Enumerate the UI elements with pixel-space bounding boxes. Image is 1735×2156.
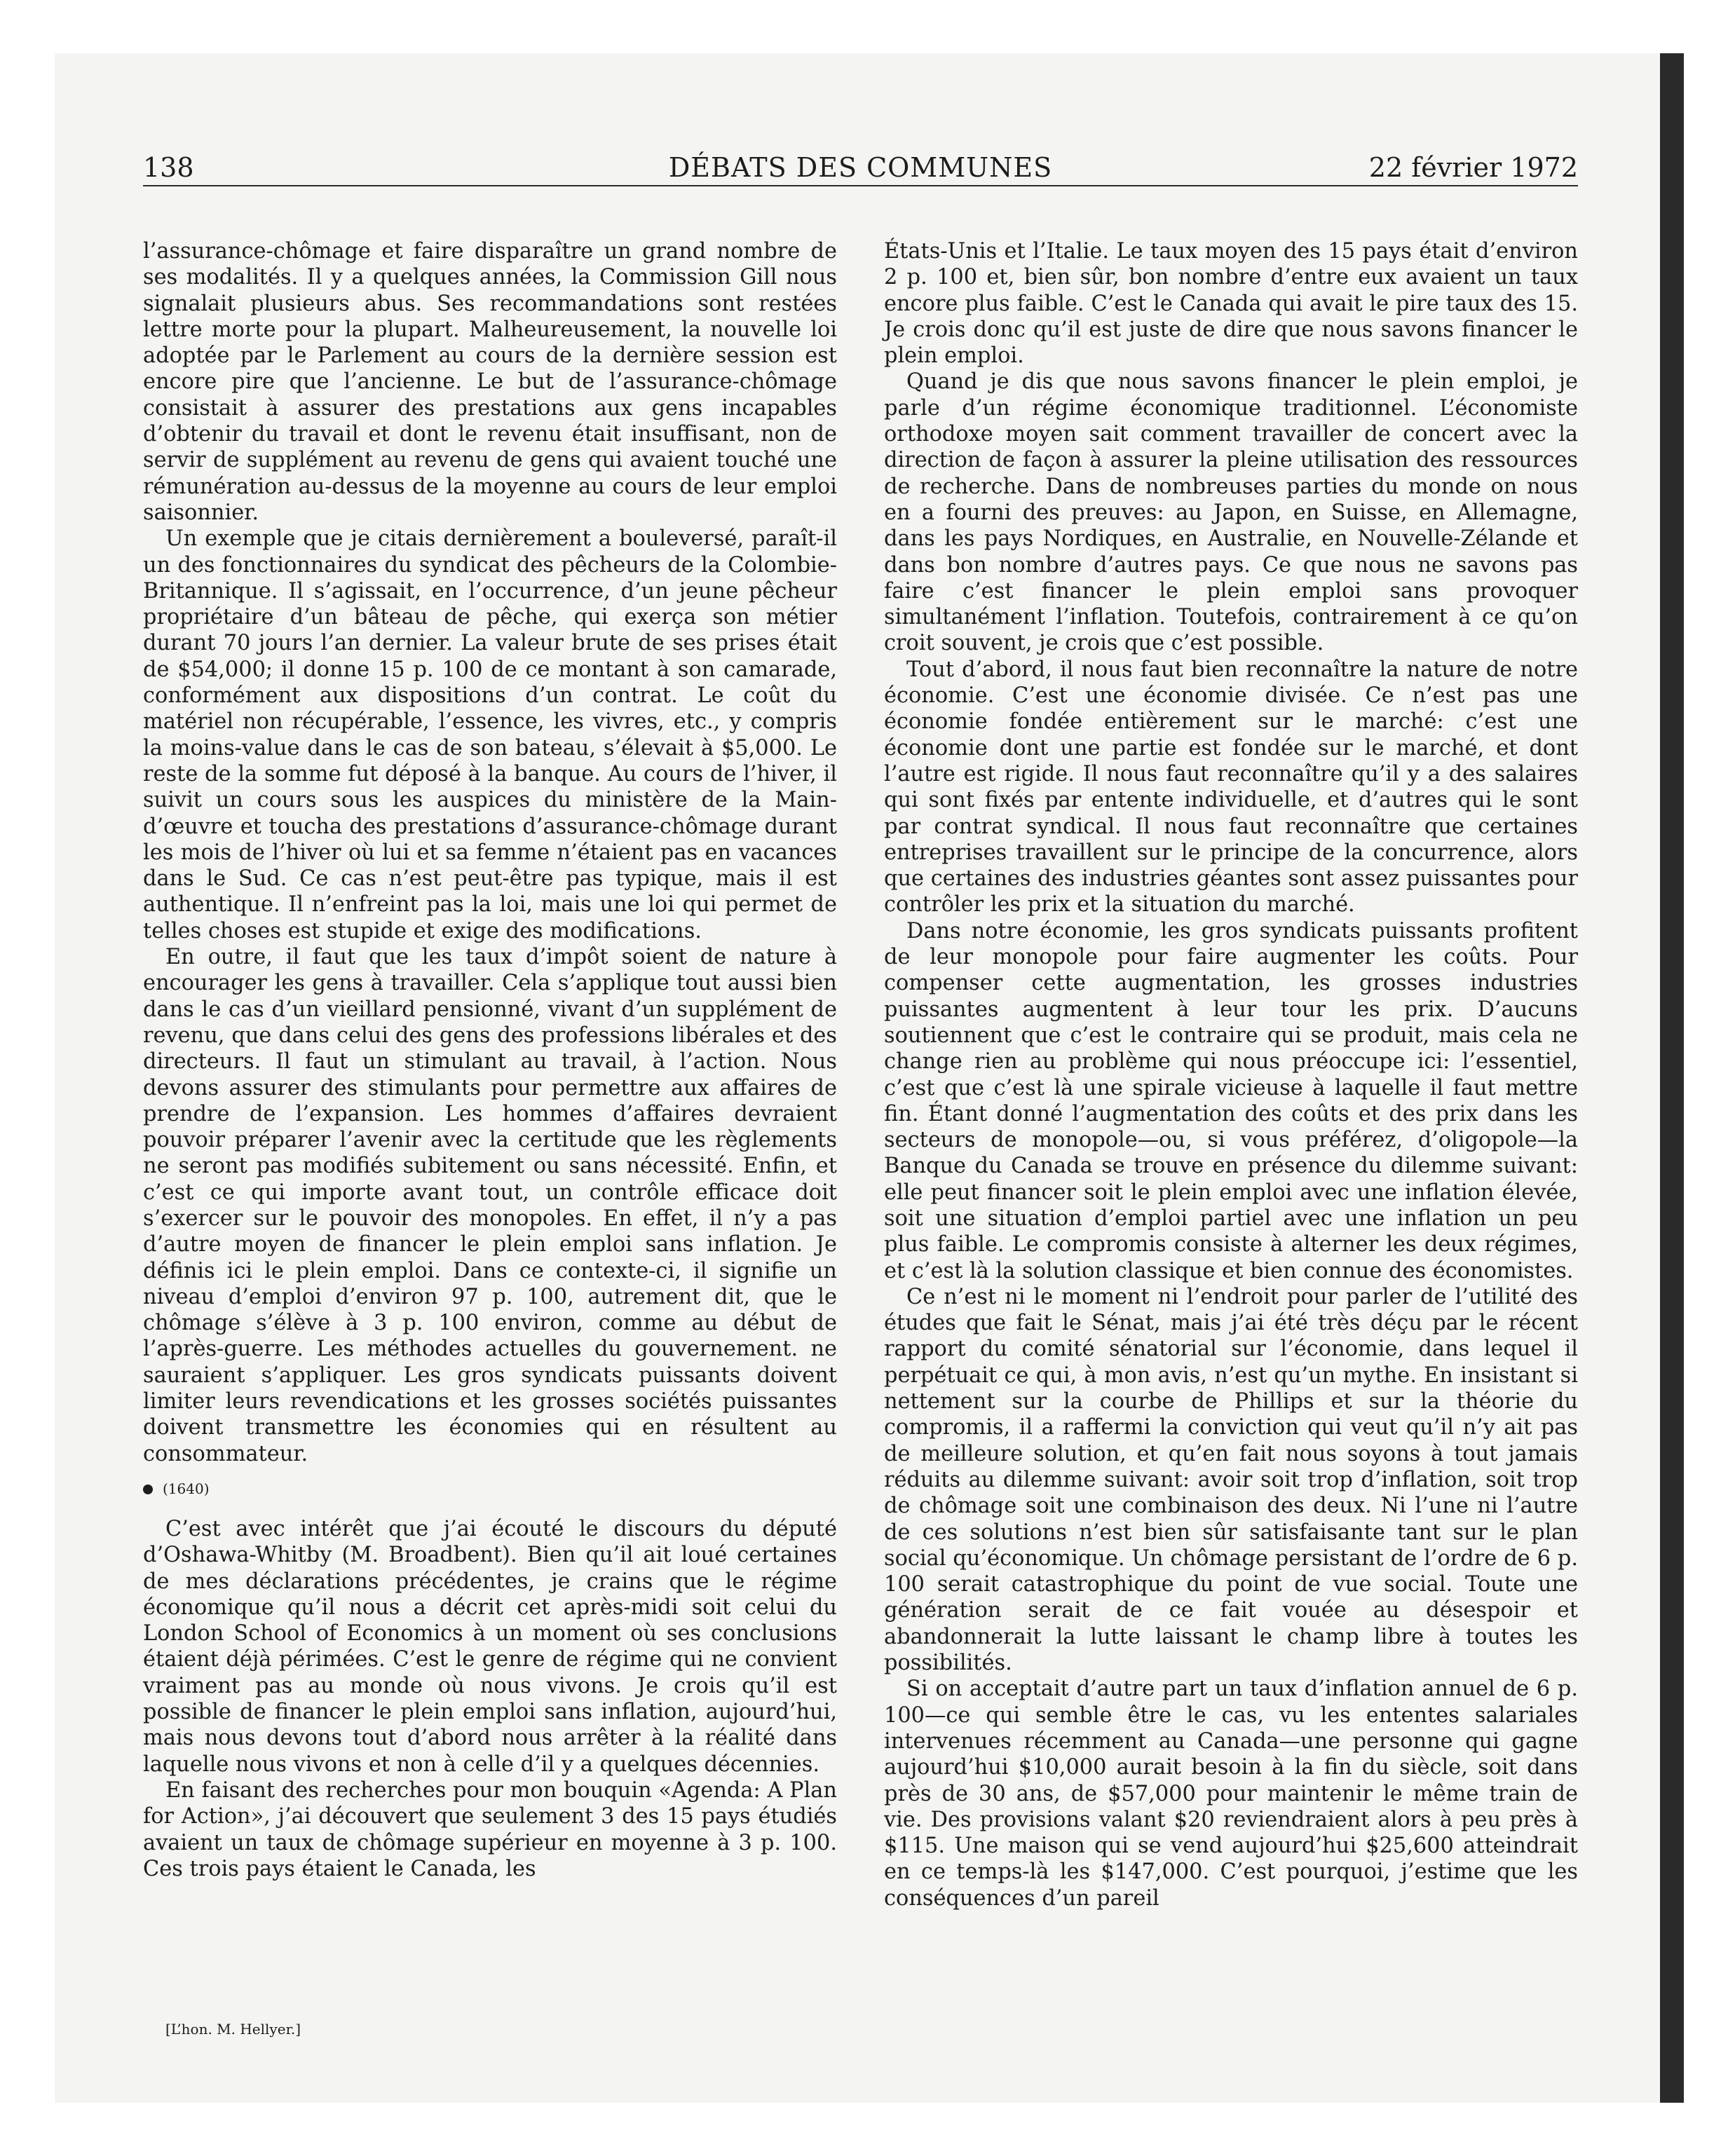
- publication-title: DÉBATS DES COMMUNES: [668, 152, 1053, 183]
- paragraph: Quand je dis que nous savons financer le plein emploi, je parle d’un régime économique traditionnel. L’économiste orthodoxe moyen sait comment travailler de concert avec la direction de façon à assurer la pleine utilisation des ressources de recherche. Dans de nombreuses parties du monde on nous en a fourni des preuves: au Japon, en Suisse, en Allemagne, dans les pays Nordiques, en Australie, en Nouvelle-Zélande et dans bon nombre d’autres pays. Ce que nous ne savons pas faire c’est financer le plein emploi sans provoquer simultanément l’inflation. Toutefois, contrairement à ce qu’on croit souvent, je crois que c’est possible.: [884, 369, 1578, 656]
- right-column: [884, 238, 1578, 1911]
- left-column: [143, 238, 837, 1882]
- paragraph: En outre, il faut que les taux d’impôt soient de nature à encourager les gens à travailler. Cela s’applique tout aussi bien dans le cas d’un vieillard pensionné, vivant d’un supplément de revenu, que dans celui des gens des professions libérales et des directeurs. Il faut un stimulant au travail, à l’action. Nous devons assurer des stimulants pour permettre aux affaires de prendre de l’expansion. Les hommes d’affaires devraient pouvoir préparer l’avenir avec la certitude que les règlements ne seront pas modifiés subitement ou sans nécessité. Enfin, et c’est ce qui importe avant tout, un contrôle efficace doit s’exercer sur le pouvoir des monopoles. En effet, il n’y a pas d’autre moyen de financer le plein emploi sans inflation. Je définis ici le plein emploi. Dans ce contexte-ci, il signifie un niveau d’emploi d’environ 97 p. 100, autrement dit, que le chômage s’élève à 3 p. 100 environ, comme au début de l’après-guerre. Les méthodes actuelles du gouvernement. ne sauraient s’appliquer. Les gros syndicats puissants doivent limiter leurs revendications et les grosses sociétés puissantes doivent transmettre les économies qui en résultent au consommateur.: [143, 945, 837, 1466]
- speaker-attribution: [L’hon. M. Hellyer.]: [165, 2021, 301, 2038]
- page-number: 138: [143, 152, 194, 183]
- time-marker-label: (1640): [163, 1480, 210, 1497]
- issue-date: 22 février 1972: [1368, 152, 1578, 183]
- paragraph: Dans notre économie, les gros syndicats puissants profitent de leur monopole pour faire augmenter les coûts. Pour compenser cette augmentation, les grosses industries puissantes augmentent à leur tour les prix. D’aucuns soutiennent que c’est le contraire qui se produit, mais cela ne change rien au problème qui nous préoccupe ici: l’essentiel, c’est que c’est là une spirale vicieuse à laquelle il faut mettre fin. Étant donné l’augmentation des coûts et des prix dans les secteurs de monopole—ou, si vous préférez, d’oligopole—la Banque du Canada se trouve en présence du dilemme suivant: elle peut financer soit le plein emploi avec une inflation élevée, soit une situation d’emploi partiel avec une inflation un peu plus faible. Le compromis consiste à alterner les deux régimes, et c’est là la solution classique et bien connue des économistes.: [884, 918, 1578, 1283]
- paragraph: Tout d’abord, il nous faut bien reconnaître la nature de notre économie. C’est une économie divisée. Ce n’est pas une économie fondée entièrement sur le marché: c’est une économie dont une partie est fondée sur le marché, et dont l’autre est rigide. Il nous faut reconnaître qu’il y a des salaires qui sont fixés par entente individuelle, et d’autres qui le sont par contrat syndical. Il nous faut reconnaître que certaines entreprises travaillent sur le principe de la concurrence, alors que certaines des industries géantes sont assez puissantes pour contrôler les prix et la situation du marché.: [884, 657, 1578, 917]
- paragraph: C’est avec intérêt que j’ai écouté le discours du député d’Oshawa-Whitby (M. Broadbent). Bien qu’il ait loué certaines de mes déclarations précédentes, je crains que le régime économique qu’il nous a décrit cet après-midi soit celui du London School of Economics à un moment où ses conclusions étaient déjà périmées. C’est le genre de régime qui ne convient vraiment pas au monde où nous vivons. Je crois qu’il est possible de financer le plein emploi sans inflation, aujourd’hui, mais nous devons tout d’abord nous arrêter à la réalité dans laquelle nous vivons et non à celle d’il y a quelques décennies.: [143, 1516, 837, 1777]
- bullet-icon: [143, 1485, 153, 1494]
- time-marker: [143, 1477, 837, 1501]
- paragraph: Ce n’est ni le moment ni l’endroit pour parler de l’utilité des études que fait le Sénat, mais j’ai été très déçu par le récent rapport du comité sénatorial sur l’économie, dans lequel il perpétuait ce qui, à mon avis, n’est qu’un mythe. En insistant si nettement sur la courbe de Phillips et sur la théorie du compromis, il a raffermi la conviction qui veut qu’il n’y ait pas de meilleure solution, et qu’en fait nous soyons à tout jamais réduits au dilemme suivant: avoir soit trop d’inflation, soit trop de chômage soit une combinaison des deux. Ni l’une ni l’autre de ces solutions n’est bien sûr satisfaisante tant sur le plan social qu’économique. Un chômage persistant de l’ordre de 6 p. 100 serait catastrophique du point de vue social. Toute une génération serait de ce fait vouée au désespoir et abandonnerait la lutte laissant le champ libre à toutes les possibilités.: [884, 1284, 1578, 1676]
- paragraph: Si on acceptait d’autre part un taux d’inflation annuel de 6 p. 100—ce qui semble être le cas, vu les ententes salariales intervenues récemment au Canada—une personne qui gagne aujourd’hui $10,000 aurait besoin à la fin du siècle, soit dans près de 30 ans, de $57,000 pour maintenir le même train de vie. Des provisions valant $20 reviendraient alors à peu près à $115. Une maison qui se vend aujourd’hui $25,600 atteindrait en ce temps-là les $147,000. C’est pourquoi, j’estime que les conséquences d’un pareil: [884, 1677, 1578, 1911]
- page-header: [143, 149, 1578, 186]
- scan-edge-shadow: [1660, 53, 1684, 2103]
- paragraph: Un exemple que je citais dernièrement a bouleversé, paraît-il un des fonctionnaires du syndicat des pêcheurs de la Colombie-Britannique. Il s’agissait, en l’occurrence, d’un jeune pêcheur propriétaire d’un bâteau de pêche, qui exerça son métier durant 70 jours l’an dernier. La valeur brute de ses prises était de $54,000; il donne 15 p. 100 de ce montant à son camarade, conformément aux dispositions d’un contrat. Le coût du matériel non récupérable, l’essence, les vivres, etc., y compris la moins-value dans le cas de son bateau, s’élevait à $5,000. Le reste de la somme fut déposé à la banque. Au cours de l’hiver, il suivit un cours sous les auspices du ministère de la Main-d’œuvre et toucha des prestations d’assurance-chômage durant les mois de l’hiver où lui et sa femme n’étaient pas en vacances dans le Sud. Ce cas n’est peut-être pas typique, mais il est authentique. Il n’enfreint pas la loi, mais une loi qui permet de telles choses est stupide et exige des modifications.: [143, 526, 837, 943]
- paragraph: En faisant des recherches pour mon bouquin «Agenda: A Plan for Action», j’ai découvert que seulement 3 des 15 pays étudiés avaient un taux de chômage supérieur en moyenne à 3 p. 100. Ces trois pays étaient le Canada, les: [143, 1778, 837, 1881]
- paragraph: États-Unis et l’Italie. Le taux moyen des 15 pays était d’environ 2 p. 100 et, bien sûr, bon nombre d’entre eux avaient un taux encore plus faible. C’est le Canada qui avait le pire taux des 15. Je crois donc qu’il est juste de dire que nous savons financer le plein emploi.: [884, 239, 1578, 369]
- paragraph: l’assurance-chômage et faire disparaître un grand nombre de ses modalités. Il y a quelques années, la Commission Gill nous signalait plusieurs abus. Ses recommandations sont restées lettre morte pour la plupart. Malheureusement, la nouvelle loi adoptée par le Parlement au cours de la dernière session est encore pire que l’ancienne. Le but de l’assurance-chômage consistait à assurer des prestations aux gens incapables d’obtenir du travail et dont le revenu était insuffisant, non de servir de supplément au revenu de gens qui avaient touché une rémunération au-dessus de la moyenne au cours de leur emploi saisonnier.: [143, 239, 837, 525]
